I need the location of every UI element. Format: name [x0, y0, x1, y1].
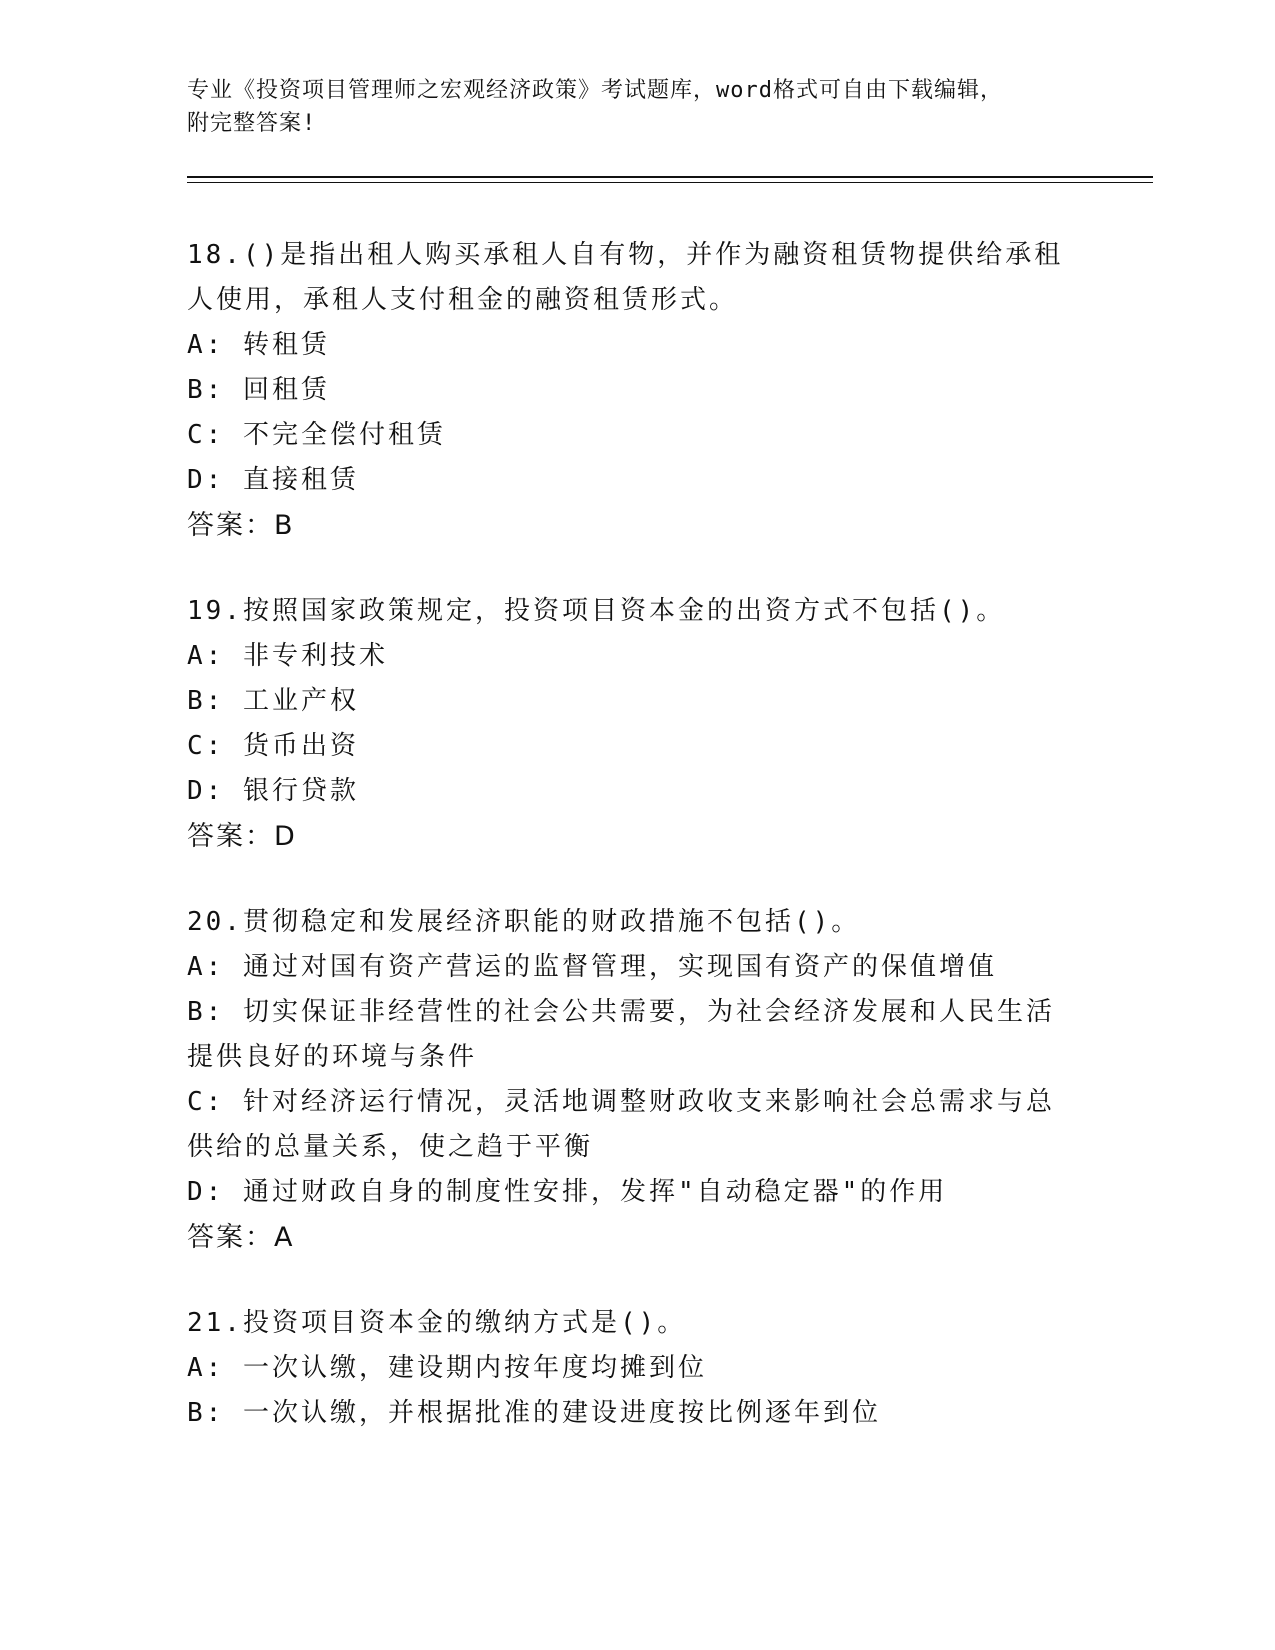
- document-header: [187, 74, 1087, 140]
- option-a: A: 非专利技术: [187, 641, 388, 671]
- question-list: [187, 233, 1067, 1477]
- option-d: D: 通过财政自身的制度性安排，发挥"自动稳定器"的作用: [187, 1177, 948, 1207]
- question-text: 19.按照国家政策规定，投资项目资本金的出资方式不包括()。: [187, 596, 1006, 626]
- option-c: C: 货币出资: [187, 731, 359, 761]
- answer-line: 答案：A: [187, 1222, 295, 1253]
- option-a: A: 通过对国有资产营运的监督管理，实现国有资产的保值增值: [187, 952, 997, 982]
- question-text: 20.贯彻稳定和发展经济职能的财政措施不包括()。: [187, 907, 861, 937]
- option-c: C: 不完全偿付租赁: [187, 420, 446, 450]
- option-a: A: 一次认缴，建设期内按年度均摊到位: [187, 1353, 707, 1383]
- question-20: [187, 900, 1067, 1260]
- option-b: B: 一次认缴，并根据批准的建设进度按比例逐年到位: [187, 1398, 881, 1428]
- question-text: 21.投资项目资本金的缴纳方式是()。: [187, 1308, 687, 1338]
- option-a: A: 转租赁: [187, 330, 330, 360]
- question-21: [187, 1301, 1067, 1436]
- question-19: [187, 589, 1067, 859]
- header-divider-thick: [187, 176, 1153, 178]
- question-18: [187, 233, 1067, 548]
- header-line-1: 专业《投资项目管理师之宏观经济政策》考试题库，word格式可自由下载编辑，: [187, 78, 1003, 103]
- option-d: D: 直接租赁: [187, 465, 359, 495]
- option-b: B: 切实保证非经营性的社会公共需要，为社会经济发展和人民生活提供良好的环境与条件: [187, 997, 1055, 1072]
- header-divider-thin: [187, 182, 1153, 183]
- header-line-2: 附完整答案!: [187, 111, 317, 136]
- option-d: D: 银行贷款: [187, 776, 359, 806]
- option-b: B: 回租赁: [187, 375, 330, 405]
- question-text: 18.()是指出租人购买承租人自有物，并作为融资租赁物提供给承租人使用，承租人支付租金的融资租赁形式。: [187, 240, 1064, 315]
- answer-line: 答案：D: [187, 821, 297, 852]
- option-c: C: 针对经济运行情况，灵活地调整财政收支来影响社会总需求与总供给的总量关系，使之趋于平衡: [187, 1087, 1055, 1162]
- option-b: B: 工业产权: [187, 686, 359, 716]
- answer-line: 答案：B: [187, 510, 295, 541]
